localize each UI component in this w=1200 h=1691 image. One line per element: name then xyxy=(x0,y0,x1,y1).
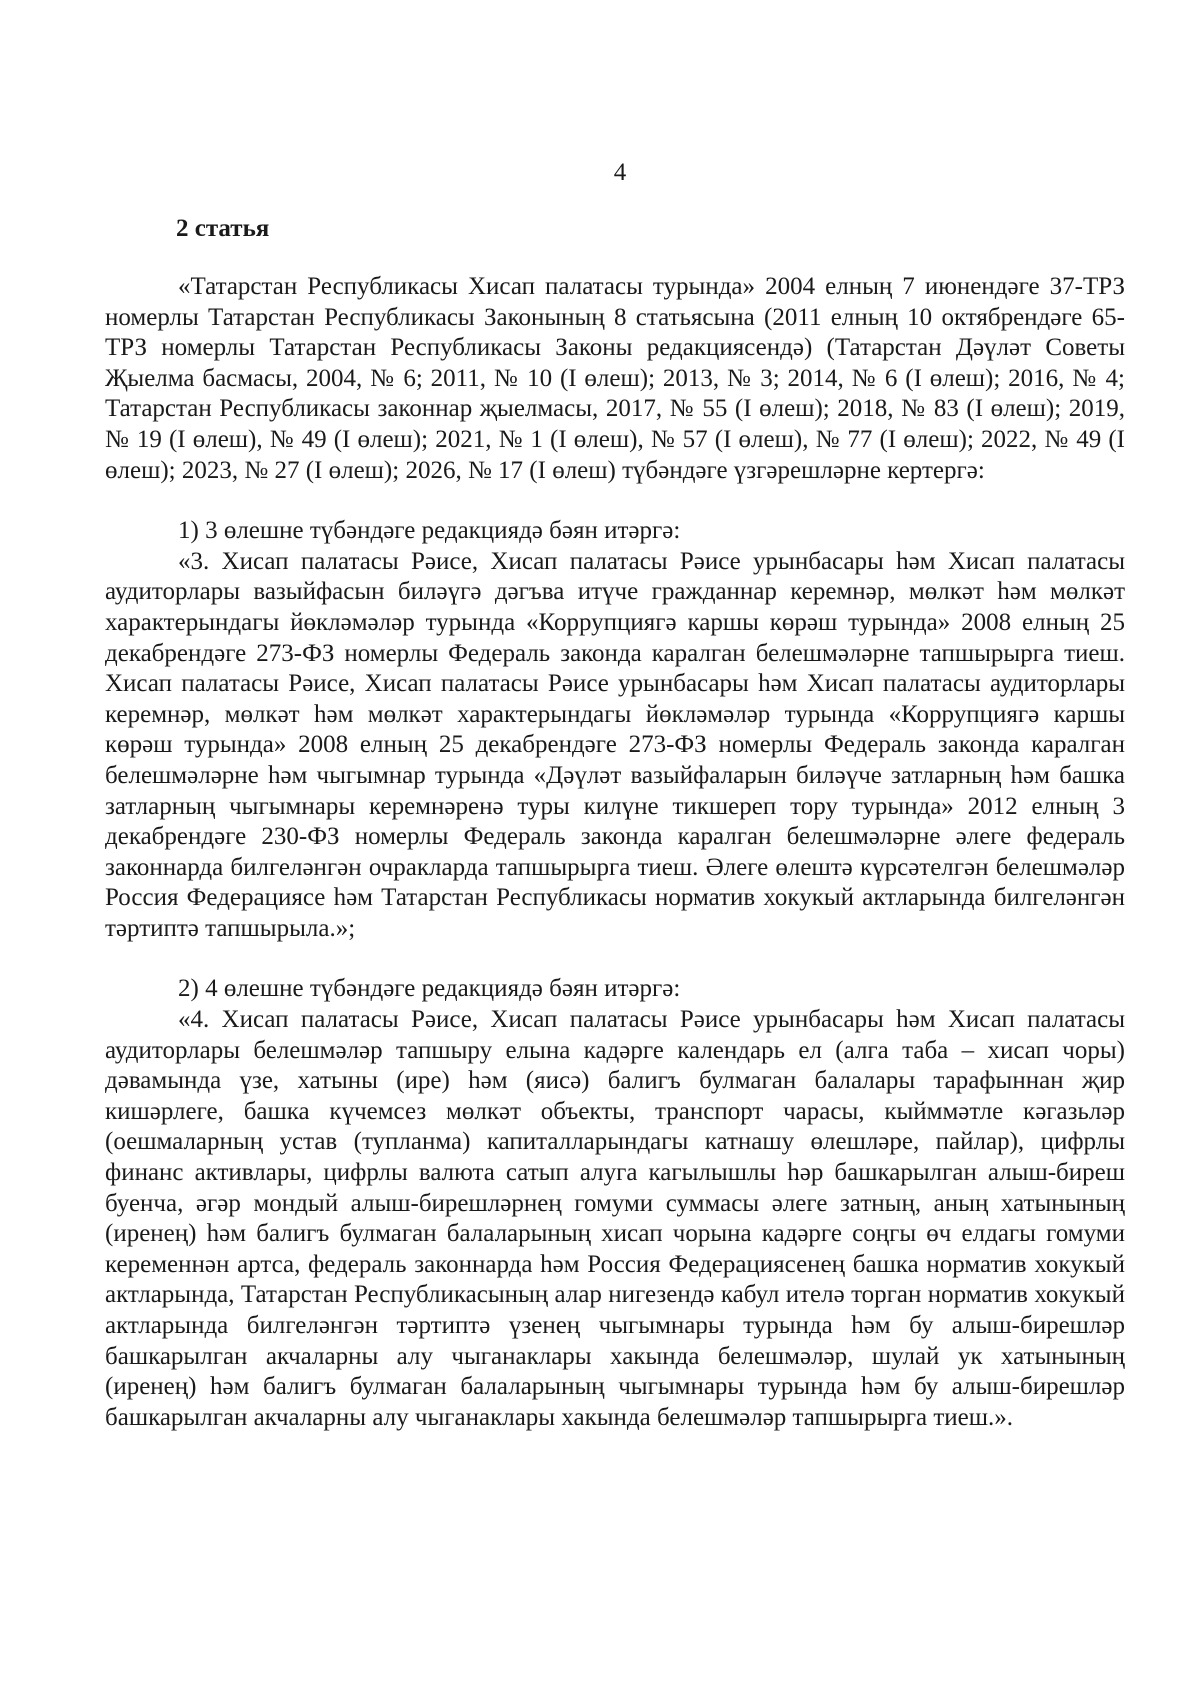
intro-paragraph: «Татарстан Республикасы Хисап палатасы турында» 2004 елның 7 июнендәге 37-ТРЗ номерлы Татарстан Республикасы Законының 8 статьясына (2011 елның 10 октябрендәге 65-ТРЗ номерлы Татарстан Республикасы Законы редакциясендә) (Татарстан Дәүләт Советы Җыелма басмасы, 2004, № 6; 2011, № 10 (I өлеш); 2013, № 3; 2014, № 6 (I өлеш); 2016, № 4; Татарстан Республикасы законнар җыелмасы, 2017, № 55 (I өлеш); 2018, № 83 (I өлеш); 2019, № 19 (I өлеш), № 49 (I өлеш); 2021, № 1 (I өлеш), № 57 (I өлеш), № 77 (I өлеш); 2022, № 49 (I өлеш); 2023, № 27 (I өлеш); 2026, № 17 (I өлеш) түбәндәге үзгәрешләрне кертергә: xyxy=(105,273,1125,484)
page-number: 4 xyxy=(613,159,627,186)
article-heading: 2 статья xyxy=(176,215,270,242)
paragraph-spacer xyxy=(105,944,1125,974)
document-body xyxy=(105,272,1125,1433)
item-1-paragraph: «3. Хисап палатасы Рәисе, Хисап палатасы Рәисе урынбасары һәм Хисап палатасы аудиторлары вазыйфасын биләүгә дәгъва итүче гражданнар керемнәр, мөлкәт һәм мөлкәт характерындагы йөкләмәләр турында «Коррупциягә каршы көрәш турында» 2008 елның 25 декабрендәге 273-ФЗ номерлы Федераль законда каралган белешмәләрне тапшырырга тиеш. Хисап палатасы Рәисе, Хисап палатасы Рәисе урынбасары һәм Хисап палатасы аудиторлары керемнәр, мөлкәт һәм мөлкәт характерындагы йөкләмәләр турында «Коррупциягә каршы көрәш турында» 2008 елның 25 декабрендәге 273-ФЗ номерлы Федераль законда каралган белешмәләрне һәм чыгымнар турында «Дәүләт вазыйфаларын биләүче затларның һәм башка затларның чыгымнары керемнәренә туры килүне тикшереп тору турында» 2012 елның 3 декабрендәге 230-ФЗ номерлы Федераль законда каралган белешмәләрне әлеге федераль законнарда билгеләнгән очракларда тапшырырга тиеш. Әлеге өлештә күрсәтелгән белешмәләр Россия Федерациясе һәм Татарстан Республикасы норматив хокукый актларында билгеләнгән тәртиптә тапшырыла.»; xyxy=(105,547,1125,942)
paragraph-spacer xyxy=(105,486,1125,516)
item-2-paragraph: «4. Хисап палатасы Рәисе, Хисап палатасы Рәисе урынбасары һәм Хисап палатасы аудиторлары белешмәләр тапшыру елына кадәрге календарь ел (алга таба – хисап чоры) дәвамында үзе, хатыны (ире) һәм (яисә) балигъ булмаган балалары тарафыннан җир кишәрлеге, башка күчемсез мөлкәт объекты, транспорт чарасы, кыйммәтле кәгазьләр (оешмаларның устав (тупланма) капиталларындагы катнашу өлешләре, пайлар), цифрлы финанс активлары, цифрлы валюта сатып алуга кагылышлы һәр башкарылган алыш-биреш буенча, әгәр мондый алыш-бирешләрнең гомуми суммасы әлеге затның, аның хатынының (иренең) һәм балигъ булмаган балаларының хисап чорына кадәрге соңгы өч елдагы гомуми кеременнән артса, федераль законнарда һәм Россия Федерациясенең башка норматив хокукый актларында, Татарстан Республикасының алар нигезендә кабул ителә торган норматив хокукый актларында билгеләнгән тәртиптә үзенең чыгымнары турында һәм бу алыш-бирешләр башкарылган акчаларны алу чыганаклары хакында белешмәләр, шулай ук хатынының (иренең) һәм балигъ булмаган балаларының чыгымнары турында һәм бу алыш-бирешләр башкарылган акчаларны алу чыганаклары хакында белешмәләр тапшырырга тиеш.». xyxy=(105,1006,1125,1431)
item-1-heading: 1) 3 өлешне түбәндәге редакциядә бәян итәргә: xyxy=(178,517,681,545)
item-2-heading: 2) 4 өлешне түбәндәге редакциядә бәян итәргә: xyxy=(178,975,681,1003)
